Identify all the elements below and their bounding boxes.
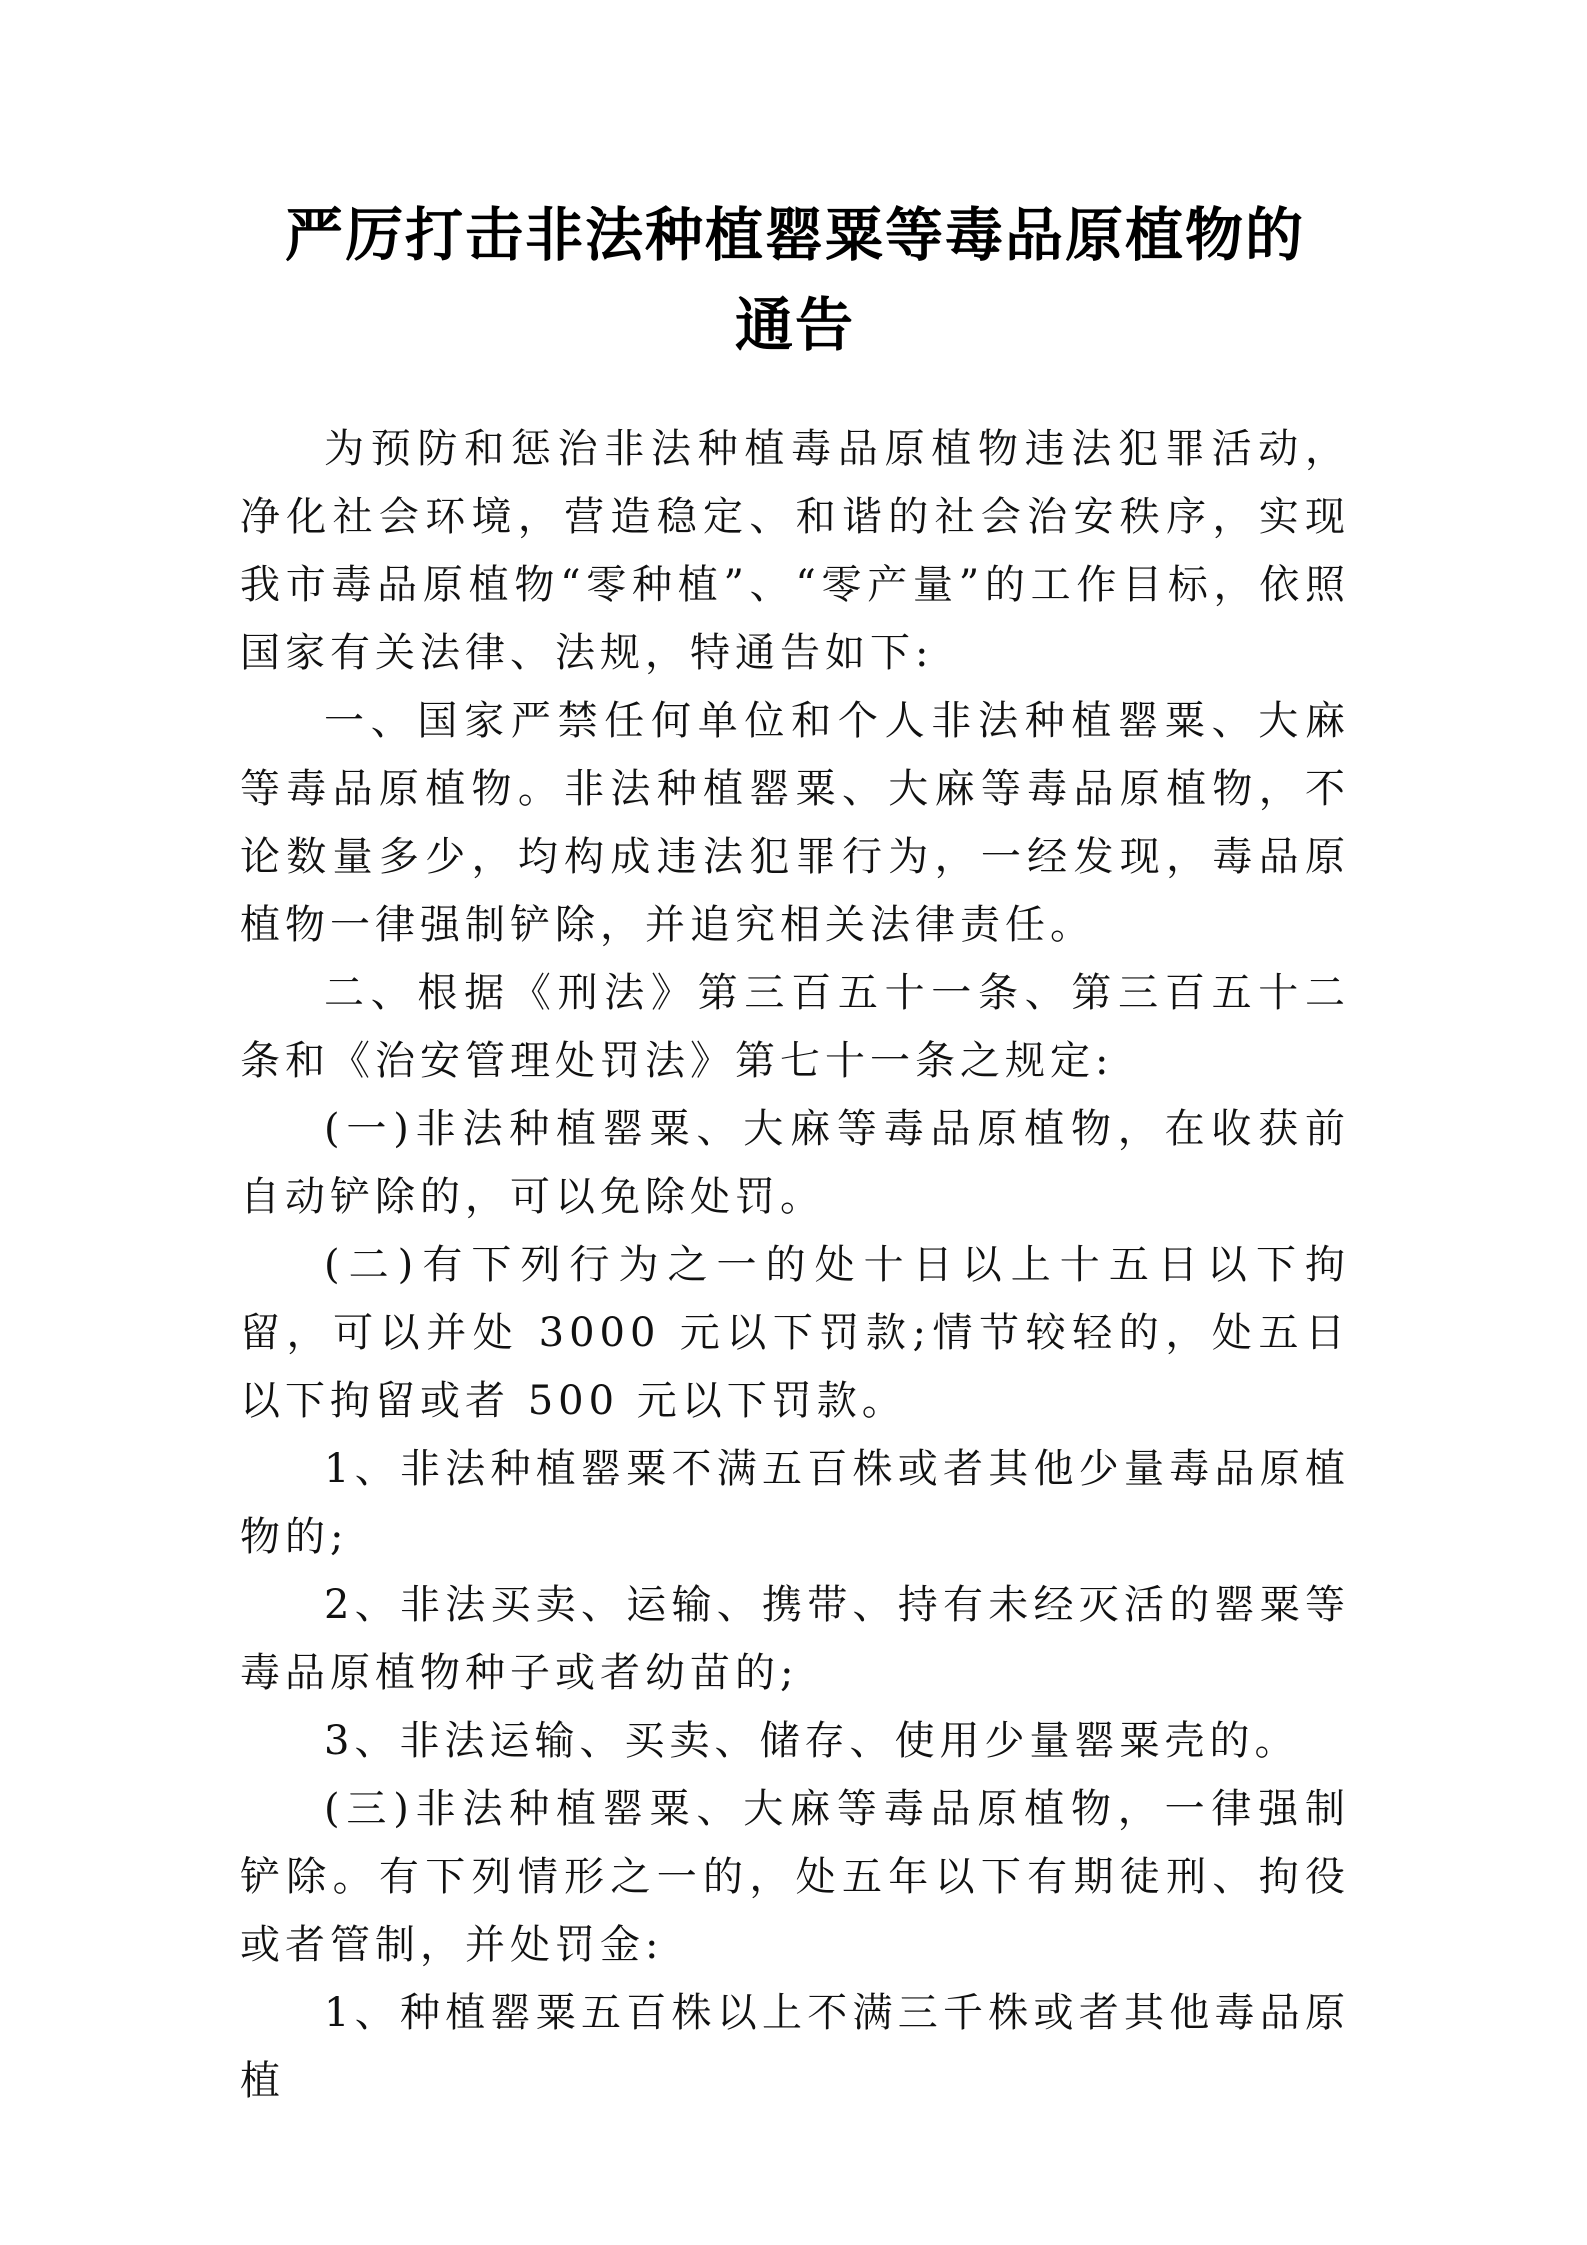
paragraph-sub-1: (一)非法种植罂粟、大麻等毒品原植物，在收获前自动铲除的，可以免除处罚。 (240, 1106, 1350, 1220)
document-body (240, 415, 1350, 2115)
paragraph-sub-3: (三)非法种植罂粟、大麻等毒品原植物，一律强制铲除。有下列情形之一的，处五年以下有期徒刑、拘役或者管制，并处罚金: (240, 1786, 1350, 1968)
paragraph-sub-3-clause-1: 1、种植罂粟五百株以上不满三千株或者其他毒品原植 (240, 1990, 1350, 2104)
title-line-1: 严厉打击非法种植罂粟等毒品原植物的 (284, 201, 1305, 269)
title-line-2: 通告 (734, 291, 855, 359)
paragraph-sub-2-clause-1: 1、非法种植罂粟不满五百株或者其他少量毒品原植物的; (240, 1446, 1350, 1560)
paragraph-sub-2: (二)有下列行为之一的处十日以上十五日以下拘留，可以并处 3000 元以下罚款;情节较轻的，处五日以下拘留或者 500 元以下罚款。 (240, 1242, 1350, 1424)
paragraph-sub-2-clause-2: 2、非法买卖、运输、携带、持有未经灭活的罂粟等毒品原植物种子或者幼苗的; (240, 1582, 1350, 1696)
paragraph-intro: 为预防和惩治非法种植毒品原植物违法犯罪活动，净化社会环境，营造稳定、和谐的社会治安秩序，实现我市毒品原植物“零种植”、“零产量”的工作目标，依照国家有关法律、法规，特通告如下: (240, 426, 1350, 676)
paragraph-sub-2-clause-3: 3、非法运输、买卖、储存、使用少量罂粟壳的。 (324, 1718, 1300, 1764)
paragraph-item-2: 二、根据《刑法》第三百五十一条、第三百五十二条和《治安管理处罚法》第七十一条之规定: (240, 970, 1350, 1084)
paragraph-item-1: 一、国家严禁任何单位和个人非法种植罂粟、大麻等毒品原植物。非法种植罂粟、大麻等毒品原植物，不论数量多少，均构成违法犯罪行为，一经发现，毒品原植物一律强制铲除，并追究相关法律责任。 (240, 698, 1350, 948)
document-title (240, 190, 1350, 370)
